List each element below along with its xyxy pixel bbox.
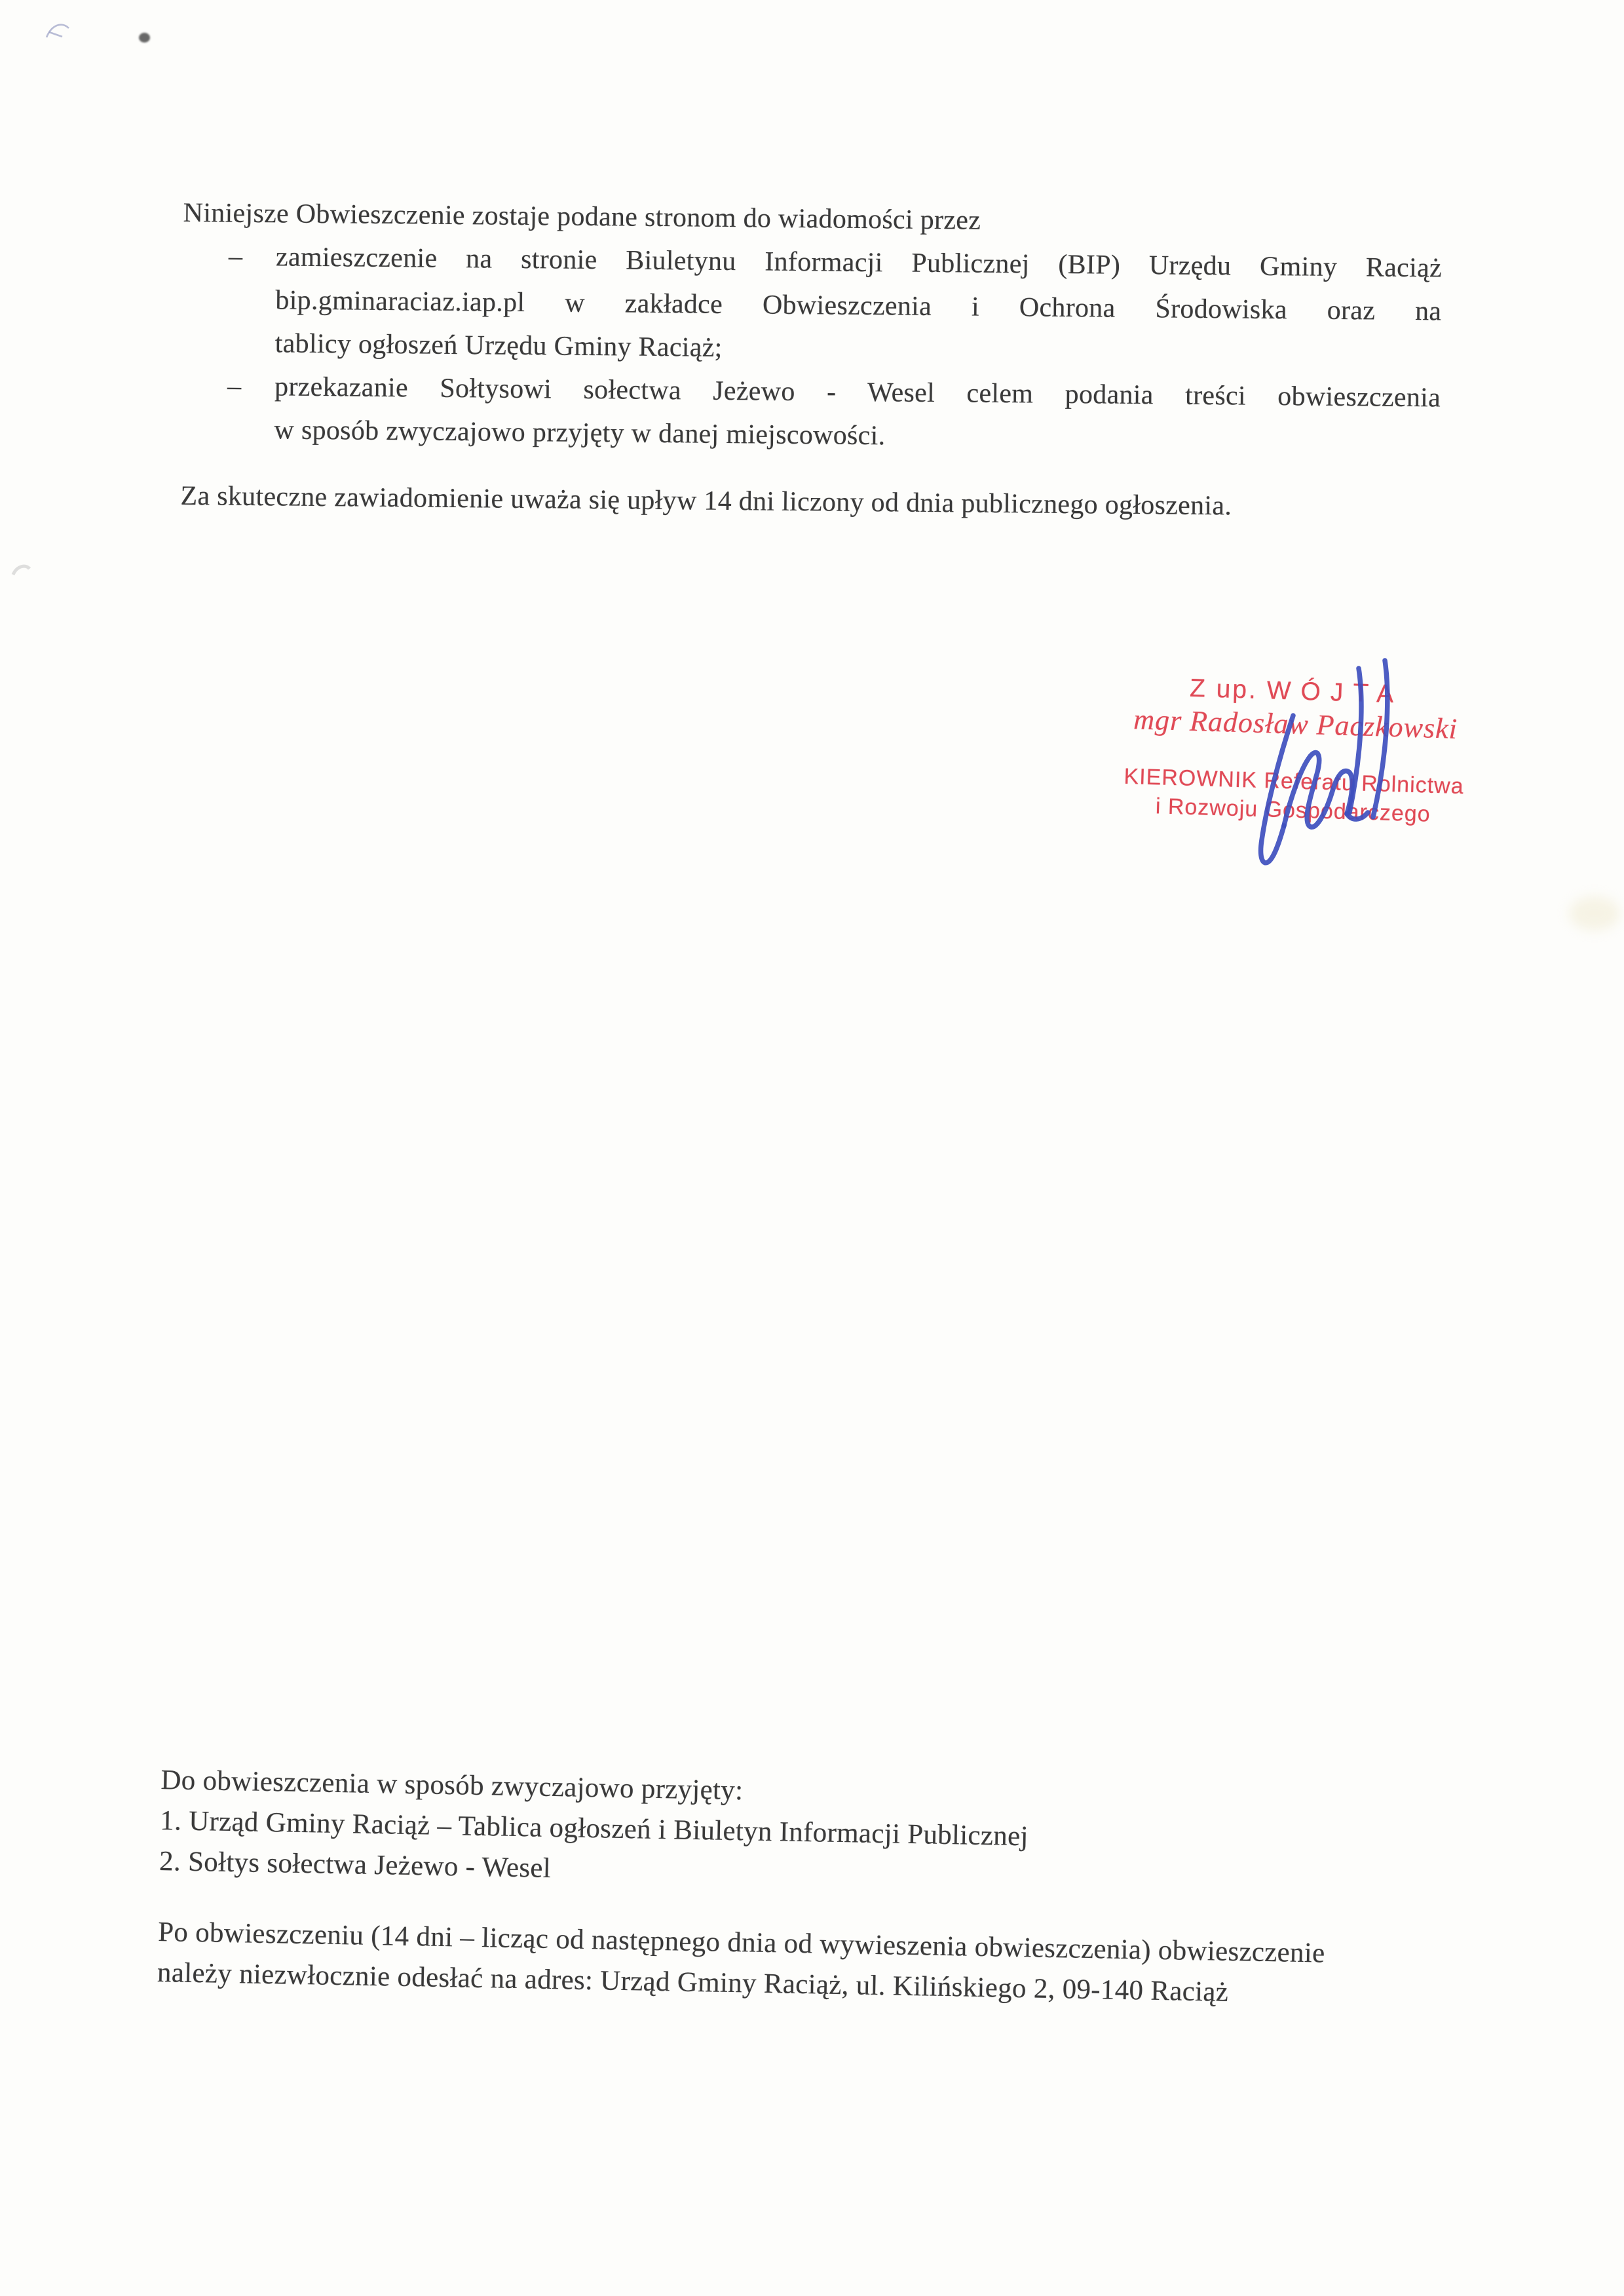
ink-dot-artifact: [139, 33, 150, 43]
signature-stroke: [1373, 660, 1388, 817]
bullet2-line1: przekazanie Sołtysowi sołectwa Jeżewo - Wesel celem podania treści obwieszczenia: [274, 372, 1441, 413]
handwritten-signature: [1230, 657, 1407, 866]
stamp-position-line-2: i Rozwoju Gospodarczego: [1155, 794, 1431, 827]
scan-mark-artifact: [10, 560, 31, 579]
bullet1-line1: zamieszczenie na stronie Biuletynu Informacji Publicznej (BIP) Urzędu Gminy Raciąż: [275, 242, 1443, 284]
notice-publication-section: [180, 191, 1443, 529]
return-instruction-line-2: należy niezwłocznie odesłać na adres: Urząd Gminy Raciąż, ul. Kilińskiego 2, 09-140 Raciąż: [157, 1957, 1229, 2008]
stamp-position-line-1: KIEROWNIK Referatu Rolnictwa: [1123, 763, 1465, 799]
scan-smudge-artifact: [1569, 896, 1620, 930]
distribution-item-2: 2. Sołtys sołectwa Jeżewo - Wesel: [159, 1845, 552, 1884]
return-instruction-line-1: Po obwieszczeniu (14 dni – licząc od następnego dnia od wywieszenia obwieszczenia) obwieszczenie: [157, 1916, 1325, 1969]
bullet1-line3: tablicy ogłoszeń Urzędu Gminy Raciąż;: [274, 328, 723, 363]
stamp-signer-name: mgr Radosław Paczkowski: [1133, 703, 1458, 745]
distribution-item-1: 1. Urząd Gminy Raciąż – Tablica ogłoszeń i Biuletyn Informacji Publicznej: [159, 1805, 1029, 1852]
bullet1-line2: bip.gminaraciaz.iap.pl w zakładce Obwieszczenia i Ochrona Środowiska oraz na: [275, 285, 1442, 327]
pen-scribble-stroke: [49, 32, 62, 37]
pen-scribble-artifact: [43, 16, 75, 44]
stamp-authorization-title: WÓJTA: [1266, 676, 1404, 709]
bullet2-line2: w sposób zwyczajowo przyjęty w danej miejscowości.: [274, 415, 886, 451]
effective-notice-line: Za skuteczne zawiadomienie uważa się upływ 14 dni liczony od dnia publicznego ogłoszenia.: [180, 480, 1232, 522]
bullet-dash-marker: –: [227, 371, 242, 402]
signature-stroke: [1284, 753, 1352, 828]
signature-stroke: [1261, 716, 1293, 863]
distribution-heading: Do obwieszczenia w sposób zwyczajowo przyjęty:: [161, 1764, 744, 1807]
bullet-dash-marker: –: [228, 241, 243, 272]
signature-stroke: [1350, 668, 1361, 813]
distribution-section: [157, 1760, 1477, 2018]
stamp-authorization-prefix: Z up.: [1189, 674, 1268, 705]
notice-intro-line: Niniejsze Obwieszczenie zostaje podane stronom do wiadomości przez: [183, 197, 981, 236]
scan-mark-stroke: [13, 566, 29, 575]
